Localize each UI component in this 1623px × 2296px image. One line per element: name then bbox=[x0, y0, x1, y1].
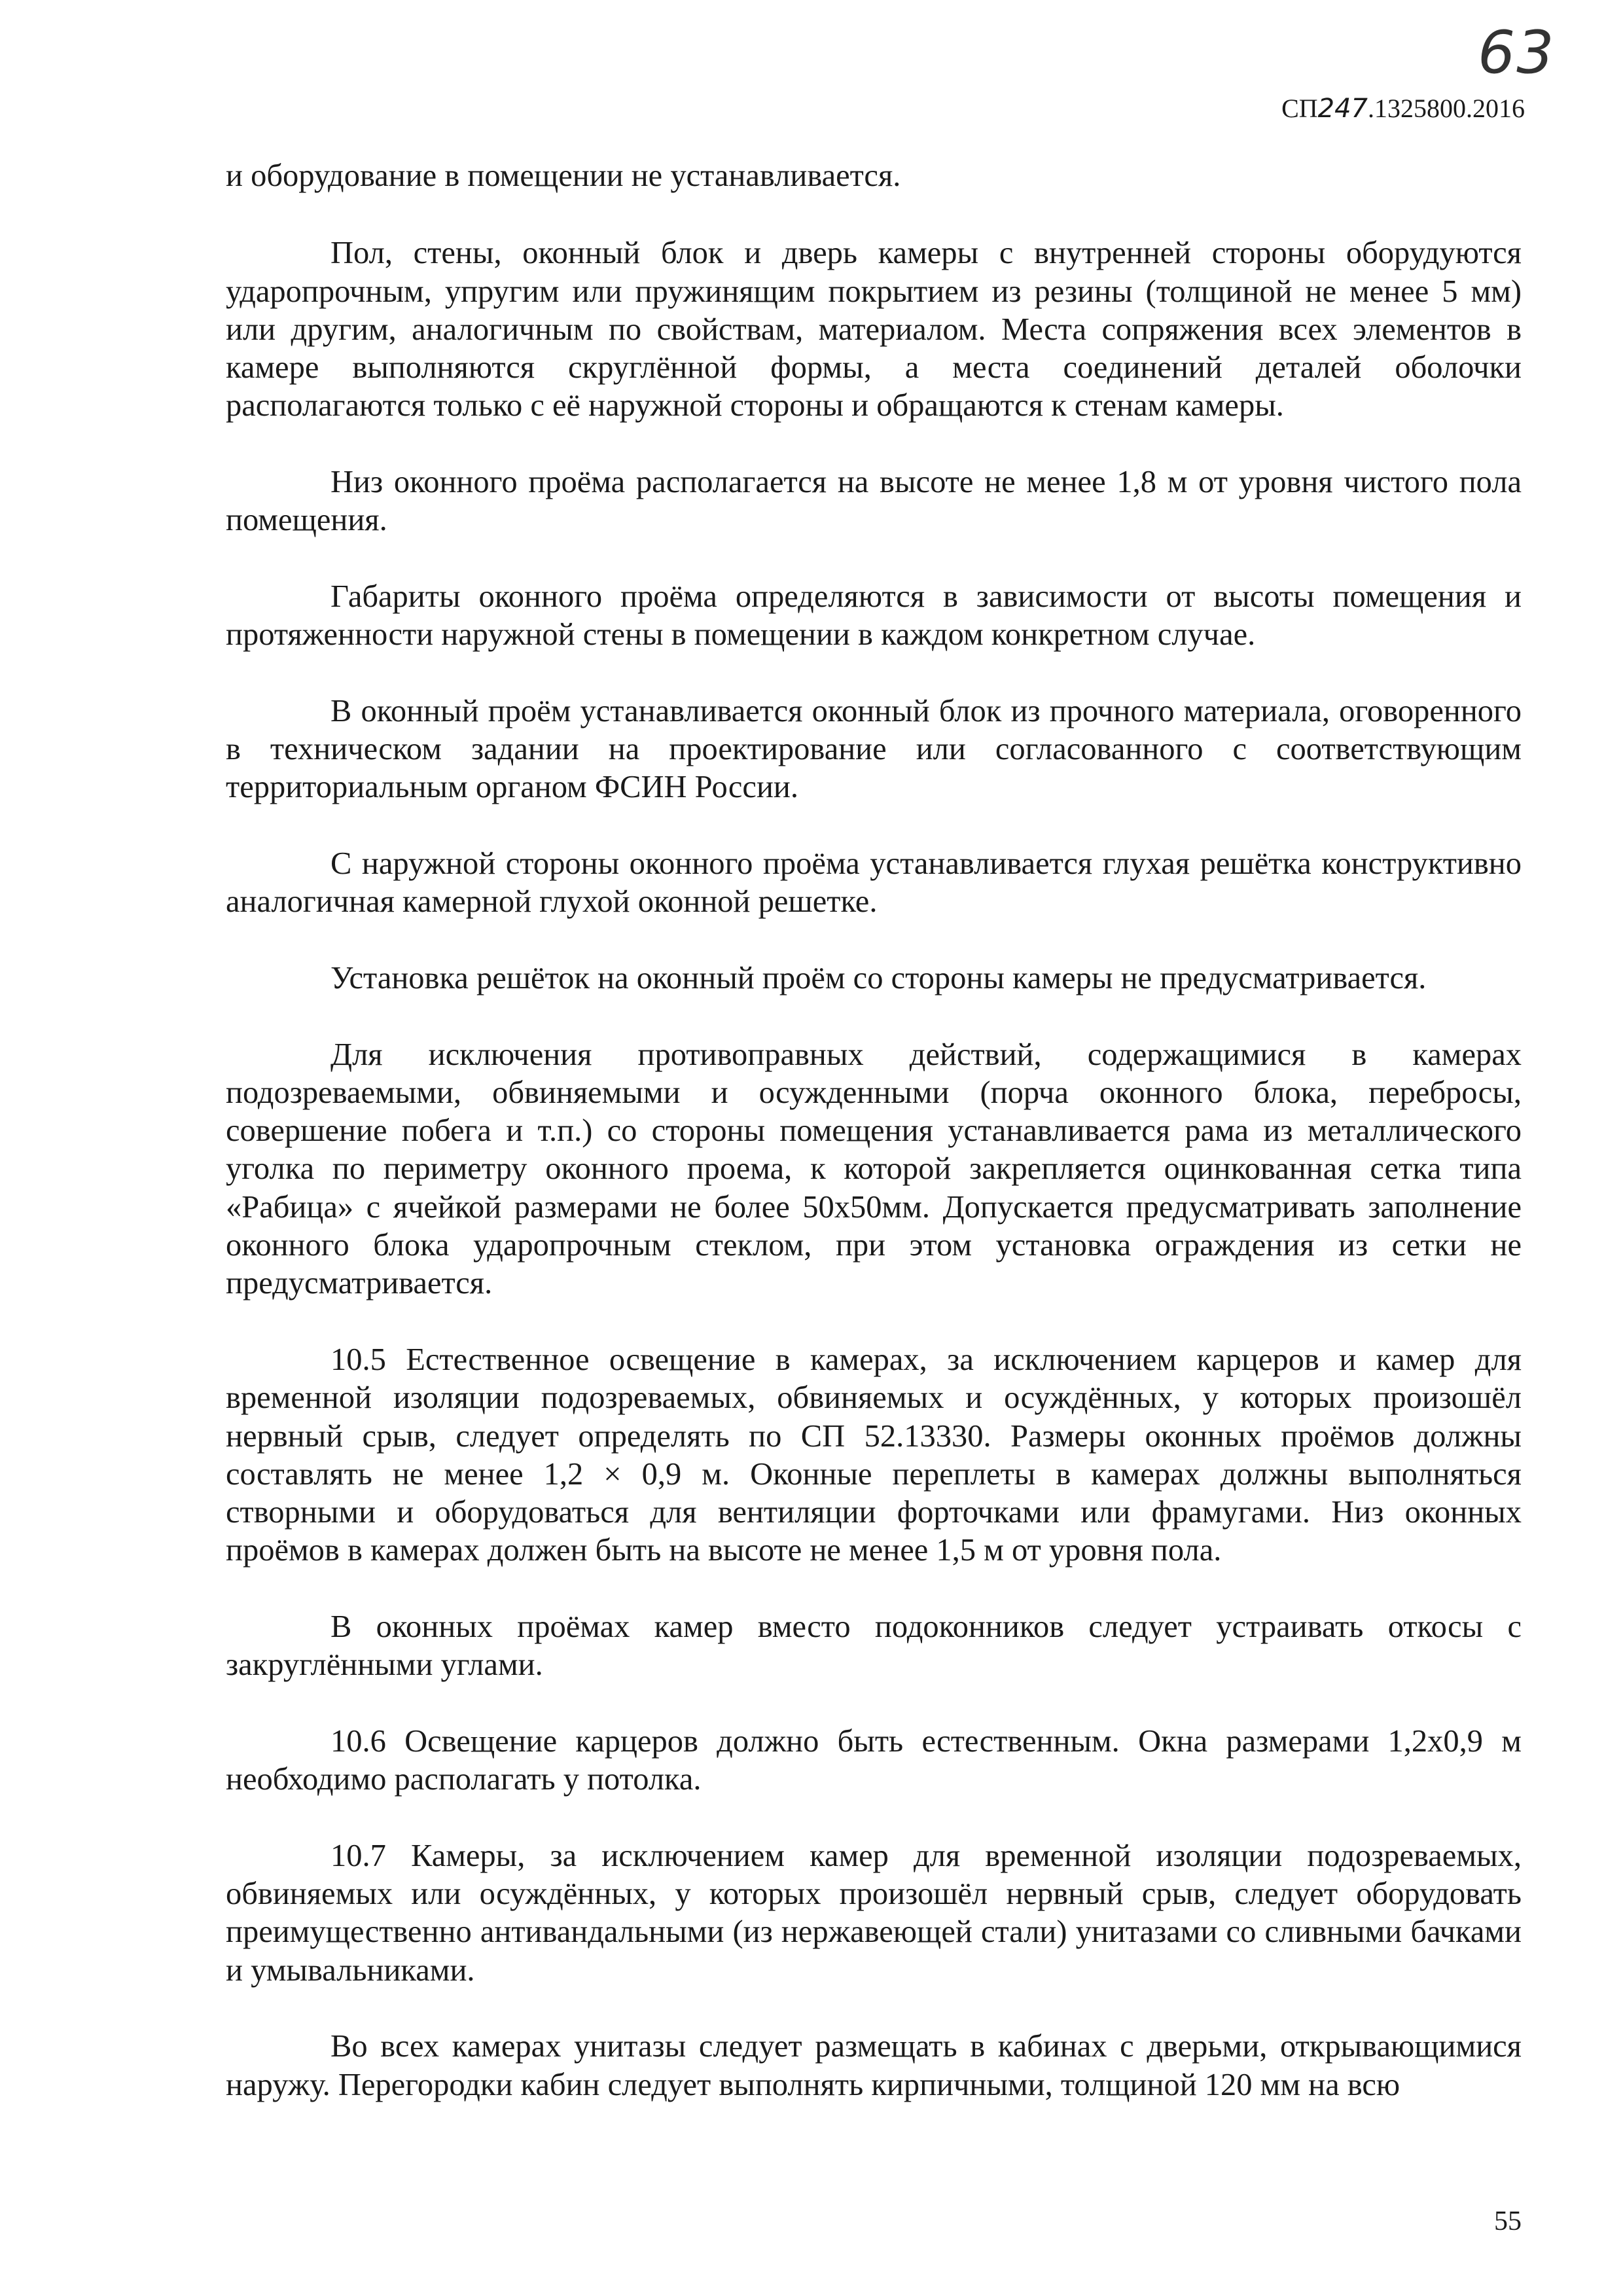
paragraph-10: В оконных проёмах камер вместо подоконников следует устраивать откосы с закруглёнными углами. bbox=[226, 1609, 1522, 1683]
paragraph-5: В оконный проём устанавливается оконный блок из прочного материала, оговоренного в техническом задании на проектирование или согласованного с соответствующим территориальным органом ФСИН России. bbox=[226, 693, 1522, 805]
paragraph-12: 10.7 Камеры, за исключением камер для временной изоляции подозреваемых, обвиняемых или осуждённых, у которых произошёл нервный срыв, следует оборудовать преимущественно антивандальными (из нержавеющей стали) унитазами со сливными бачками и умывальниками. bbox=[226, 1838, 1522, 1988]
paragraph-3: Низ оконного проёма располагается на высоте не менее 1,8 м от уровня чистого пола помещения. bbox=[226, 465, 1522, 538]
code-separator: . bbox=[1368, 94, 1374, 123]
text-body bbox=[226, 157, 1522, 2142]
code-handwritten: 247 bbox=[1317, 94, 1368, 124]
document-code bbox=[1281, 93, 1525, 124]
handwritten-page-number: 63 bbox=[1478, 18, 1556, 87]
paragraph-8: Для исключения противоправных действий, содержащимися в камерах подозреваемыми, обвиняемыми и осужденными (порча оконного блока, перебросы, совершение побега и т.п.) со стороны помещения устанавливается рама из металлического уголка по периметру оконного проема, к которой закрепляется оцинкованная сетка типа «Рабица» с ячейкой размерами не более 50х50мм. Допускается предусматривать заполнение оконного блока ударопрочным стеклом, при этом установка ограждения из сетки не предусматривается. bbox=[226, 1037, 1522, 1301]
code-suffix: 1325800.2016 bbox=[1374, 94, 1525, 123]
code-prefix: СП bbox=[1281, 94, 1318, 123]
paragraph-9: 10.5 Естественное освещение в камерах, за исключением карцеров и камер для временной изоляции подозреваемых, обвиняемых и осуждённых, у которых произошёл нервный срыв, следует определять по СП 52.13330. Размеры оконных проёмов должны составлять не менее 1,2 × 0,9 м. Оконные переплеты в камерах должны выполняться створными и оборудоваться для вентиляции форточками или фрамугами. Низ оконных проёмов в камерах должен быть на высоте не менее 1,5 м от уровня пола. bbox=[226, 1342, 1522, 1568]
paragraph-13: Во всех камерах унитазы следует размещать в кабинах с дверьми, открывающимися наружу. Перегородки кабин следует выполнять кирпичными, толщиной 120 мм на всю bbox=[226, 2029, 1522, 2102]
paragraph-2: Пол, стены, оконный блок и дверь камеры с внутренней стороны оборудуются ударопрочным, упругим или пружинящим покрытием из резины (толщиной не менее 5 мм) или другим, аналогичным по свойствам, материалом. Места сопряжения всех элементов в камере выполняются скруглённой формы, а места соединений деталей оболочки располагаются только с её наружной стороны и обращаются к стенам камеры. bbox=[226, 236, 1522, 423]
paragraph-1: и оборудование в помещении не устанавливается. bbox=[226, 158, 901, 193]
paragraph-6: С наружной стороны оконного проёма устанавливается глухая решётка конструктивно аналогичная камерной глухой оконной решетке. bbox=[226, 846, 1522, 920]
footer-page-number: 55 bbox=[1494, 2206, 1522, 2236]
paragraph-4: Габариты оконного проёма определяются в зависимости от высоты помещения и протяженности наружной стены в помещении в каждом конкретном случае. bbox=[226, 579, 1522, 653]
paragraph-11: 10.6 Освещение карцеров должно быть естественным. Окна размерами 1,2х0,9 м необходимо располагать у потолка. bbox=[226, 1723, 1522, 1797]
paragraph-7: Установка решёток на оконный проём со стороны камеры не предусматривается. bbox=[330, 960, 1427, 996]
